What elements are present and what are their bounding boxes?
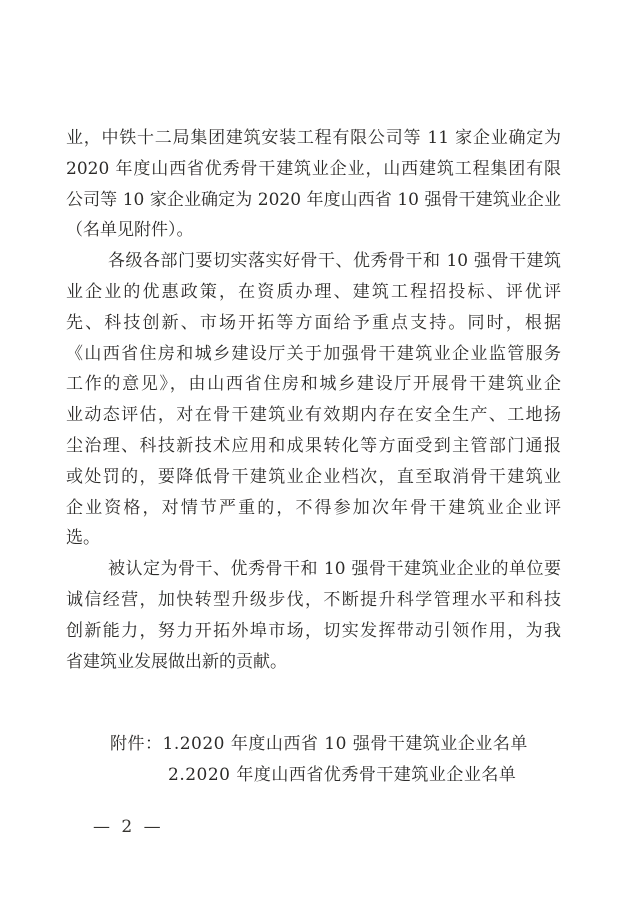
text-line: 公司等 10 家企业确定为 2020 年度山西省 10 强骨干建筑业企业 [66,189,561,210]
text-line: 《山西省住房和城乡建设厅关于加强骨干建筑业企业监管服务 [66,343,561,364]
text-line: 尘治理、科技新技术应用和成果转化等方面受到主管部门通报 [66,435,561,456]
attachment-list [110,729,528,791]
text-line: 选。 [66,528,100,549]
text-line: 诚信经营，加快转型升级步伐，不断提升科学管理水平和科技 [66,589,561,610]
attachment-line [168,760,528,791]
attachment-line [110,729,528,760]
text-line: 2020 年度山西省优秀骨干建筑业企业，山西建筑工程集团有限 [66,158,561,179]
text-line: 工作的意见》，由山西省住房和城乡建设厅开展骨干建筑业企 [66,374,561,395]
text-line: 或处罚的，要降低骨干建筑业企业档次，直至取消骨干建筑业 [66,466,561,487]
text-line: 各级各部门要切实落实好骨干、优秀骨干和 10 强骨干建筑 [108,251,561,272]
page-number: — 2 — [93,817,164,837]
text-line: 业动态评估，对在骨干建筑业有效期内存在安全生产、工地扬 [66,405,561,426]
text-line: （名单见附件）。 [66,220,194,241]
attachment-item: 1.2020 年度山西省 10 强骨干建筑业企业名单 [162,734,528,754]
text-line: 省建筑业发展做出新的贡献。 [66,651,287,672]
attachment-item: 2.2020 年度山西省优秀骨干建筑业企业名单 [168,765,517,785]
text-line: 被认定为骨干、优秀骨干和 10 强骨干建筑业企业的单位要 [108,559,561,580]
text-line: 业，中铁十二局集团建筑安装工程有限公司等 11 家企业确定为 [66,128,561,148]
text-line: 企业资格，对情节严重的，不得参加次年骨干建筑业企业评 [66,497,561,518]
text-line: 先、科技创新、市场开拓等方面给予重点支持。同时，根据 [66,312,561,333]
attachment-label: 附件： [110,734,163,754]
document-body [66,123,561,677]
text-line: 创新能力，努力开拓外埠市场，切实发挥带动引领作用，为我 [66,620,561,641]
text-line: 业企业的优惠政策，在资质办理、建筑工程招投标、评优评 [66,281,561,302]
